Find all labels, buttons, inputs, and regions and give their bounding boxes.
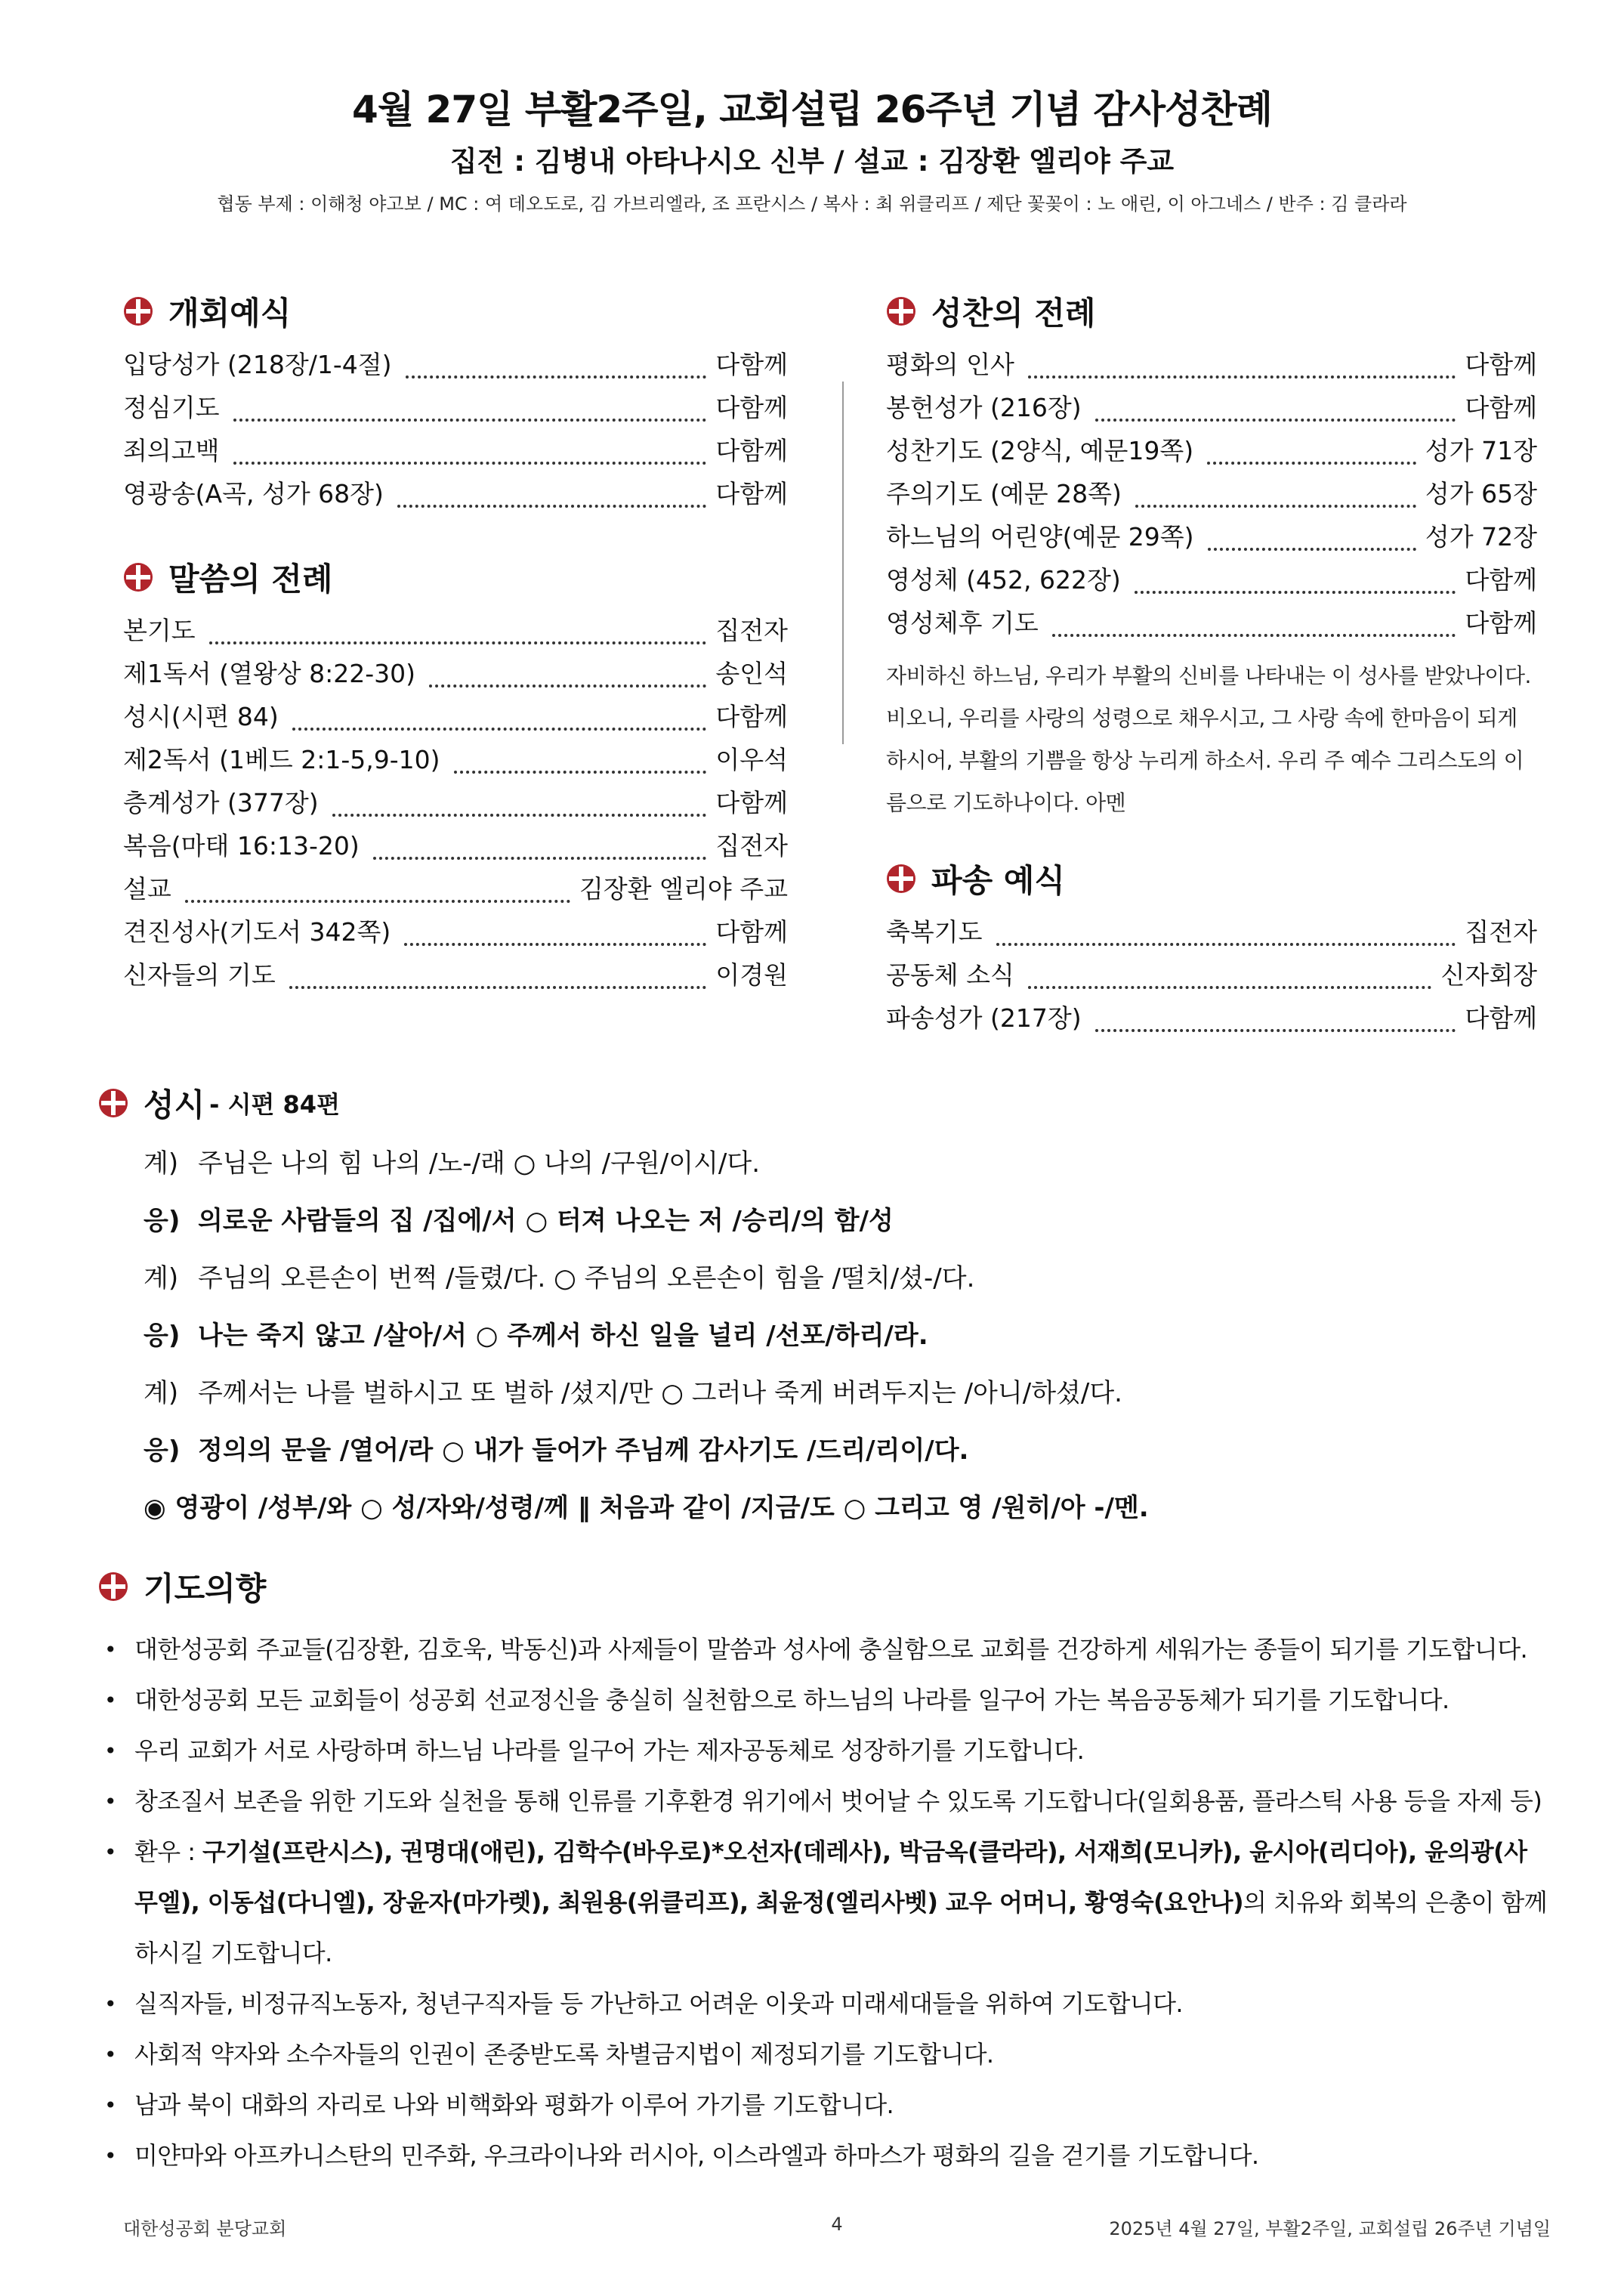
verse-lead: 계) — [144, 1378, 179, 1408]
dot-leader — [1052, 634, 1456, 637]
section-title: 성찬의 전례 — [931, 295, 1096, 332]
psalm-verse — [98, 1307, 1533, 1364]
list-item: • 대한성공회 주교들(김장환, 김호욱, 박동신)과 사제들이 말씀과 성사에 충실함으로 교회를 건강하게 세워가는 종들이 되기를 기도합니다. — [104, 1624, 1548, 1675]
item-name: 축복기도 — [886, 917, 983, 947]
dot-leader — [233, 419, 707, 422]
cross-icon — [98, 1571, 128, 1602]
page-subtitle: 집전 : 김병내 아타나시오 신부 / 설교 : 김장환 엘리야 주교 — [449, 145, 1175, 178]
list-item: • 대한성공회 모든 교회들이 성공회 선교정신을 충실히 실천함으로 하느님의 나라를 일구어 가는 복음공동체가 되기를 기도합니다. — [104, 1675, 1548, 1726]
list-item — [123, 695, 788, 738]
list-item — [123, 343, 788, 386]
item-performer: 다함께 — [715, 479, 788, 508]
item-name: 하느님의 어린양(예문 29쪽) — [886, 522, 1194, 552]
dot-leader — [996, 943, 1456, 946]
list-item — [123, 609, 788, 652]
item-name: 본기도 — [123, 616, 196, 645]
item-performer: 성가 71장 — [1425, 436, 1537, 465]
dot-leader — [233, 462, 707, 465]
section-title: 성시 — [144, 1086, 205, 1123]
section-dismissal-heading — [886, 847, 1537, 910]
list-item — [886, 997, 1537, 1040]
dot-leader — [209, 641, 707, 644]
item-performer: 다함께 — [715, 393, 788, 422]
item-performer: 이경원 — [715, 960, 788, 990]
list-item — [123, 910, 788, 953]
page-number: 4 — [831, 2214, 843, 2235]
item-name: 제1독서 (열왕상 8:22-30) — [123, 659, 415, 688]
item-name: 죄의고백 — [123, 436, 220, 465]
cross-icon — [886, 296, 916, 326]
verse-lead: 계) — [144, 1263, 179, 1293]
right-column — [886, 280, 1537, 1040]
word-list — [123, 609, 788, 997]
list-item — [886, 472, 1537, 515]
psalm-section — [98, 1071, 1533, 1537]
post-communion-prayer: 자비하신 하느님, 우리가 부활의 신비를 나타내는 이 성사를 받았나이다. 비오니, 우리를 사랑의 성령으로 채우시고, 그 사랑 속에 한마음이 되게 하시어, 부활의 기쁨을 항상 누리게 하소서. 우리 주 예수 그리스도의 이름으로 기도하나이다. 아멘 — [886, 663, 1531, 815]
item-performer: 다함께 — [1465, 608, 1537, 638]
list-item — [886, 343, 1537, 386]
list-item: • 우리 교회가 서로 사랑하며 하느님 나라를 일구어 가는 제자공동체로 성장하기를 기도합니다. — [104, 1726, 1548, 1776]
verse-lead: 응) — [144, 1435, 181, 1466]
dot-leader — [397, 505, 706, 508]
item-name: 복음(마태 16:13-20) — [123, 831, 360, 861]
verse-text: 주께서는 나를 벌하시고 또 벌하 /셨지/만 ○ 그러나 죽게 버려두지는 /아니/하셨/다. — [198, 1378, 1122, 1408]
section-intentions-heading — [98, 1555, 1548, 1618]
intentions-section — [98, 1555, 1548, 2181]
item-performer: 다함께 — [715, 702, 788, 731]
item-performer: 성가 72장 — [1425, 522, 1537, 552]
verse-text: 주님의 오른손이 번쩍 /들렸/다. ○ 주님의 오른손이 힘을 /떨치/셨-/다. — [198, 1263, 975, 1293]
dismissal-list — [886, 910, 1537, 1040]
item-name: 평화의 인사 — [886, 350, 1014, 379]
dot-leader — [185, 900, 570, 903]
intentions-list — [98, 1624, 1548, 2181]
list-item — [123, 953, 788, 997]
list-item: • 실직자들, 비정규직노동자, 청년구직자들 등 가난하고 어려운 이웃과 미래세대들을 위하여 기도합니다. — [104, 1979, 1548, 2029]
list-item — [886, 429, 1537, 472]
item-name: 신자들의 기도 — [123, 960, 276, 990]
list-item — [123, 781, 788, 824]
item-name: 공동체 소식 — [886, 960, 1014, 990]
item-performer: 집전자 — [1465, 917, 1537, 947]
page-title: 4월 27일 부활2주일, 교회설립 26주년 기념 감사성찬례 — [352, 88, 1272, 131]
item-performer: 성가 65장 — [1425, 479, 1537, 508]
item-name: 영성체 (452, 622장) — [886, 565, 1121, 595]
list-item — [123, 738, 788, 781]
dot-leader — [1095, 1029, 1456, 1032]
item-performer: 신자회장 — [1440, 960, 1537, 990]
list-item: • 창조질서 보존을 위한 기도와 실천을 통해 인류를 기후환경 위기에서 벗어날 수 있도록 기도합니다(일회용품, 플라스틱 사용 등을 자제 등) — [104, 1776, 1548, 1827]
item-name: 설교 — [123, 874, 171, 904]
dot-leader — [1207, 462, 1416, 465]
item-name: 봉헌성가 (216장) — [886, 393, 1082, 422]
list-item-sick — [104, 1827, 1548, 1979]
footer-date: 2025년 4월 27일, 부활2주일, 교회설립 26주년 기념일 — [1109, 2218, 1551, 2239]
psalm-verse — [98, 1192, 1533, 1250]
item-name: 성시(시편 84) — [123, 702, 279, 731]
item-name: 정심기도 — [123, 393, 220, 422]
dot-leader — [292, 728, 707, 731]
cross-icon — [886, 864, 916, 894]
dot-leader — [1095, 419, 1456, 422]
eucharist-list — [886, 343, 1537, 644]
section-title: 개회예식 — [168, 295, 292, 332]
list-item — [886, 953, 1537, 997]
section-title: 말씀의 전례 — [168, 561, 333, 598]
item-name: 파송성가 (217장) — [886, 1003, 1082, 1033]
list-item — [886, 910, 1537, 953]
list-item — [886, 515, 1537, 558]
column-divider — [842, 382, 844, 744]
item-performer: 집전자 — [715, 616, 788, 645]
opening-list — [123, 343, 788, 515]
page-footer — [123, 2214, 1551, 2240]
list-item — [123, 867, 788, 910]
item-performer: 다함께 — [715, 436, 788, 465]
list-item — [886, 601, 1537, 644]
psalm-verse — [98, 1364, 1533, 1422]
section-opening-heading — [123, 280, 788, 343]
item-name: 층계성가 (377장) — [123, 788, 319, 817]
item-performer: 다함께 — [715, 917, 788, 947]
item-performer: 다함께 — [1465, 350, 1537, 379]
verse-text: 의로운 사람들의 집 /집에/서 ○ 터져 나오는 저 /승리/의 함/성 — [198, 1206, 894, 1236]
cross-icon — [123, 296, 153, 326]
psalm-verse — [98, 1422, 1533, 1479]
item-name: 견진성사(기도서 342쪽) — [123, 917, 391, 947]
left-column — [123, 280, 788, 997]
dot-leader — [1028, 375, 1456, 379]
staff-line: 협동 부제 : 이해청 야고보 / MC : 여 데오도로, 김 가브리엘라, 조 프란시스 / 복사 : 최 위클리프 / 제단 꽃꽂이 : 노 애린, 이 아그네스 / 반주 : 김 클라라 — [217, 193, 1407, 215]
list-item — [123, 472, 788, 515]
dot-leader — [429, 685, 706, 688]
cross-icon — [123, 562, 153, 592]
item-performer: 다함께 — [1465, 393, 1537, 422]
dot-leader — [1208, 548, 1416, 551]
dot-leader — [406, 375, 707, 379]
sick-names: 구기설(프란시스), 권명대(애린), 김학수(바우로)*오선자(데레사), 박금옥(클라라), 서재희(모니카), 윤시아(리디아), 윤의광(사무엘), 이동섭(다니엘), 장윤자(마가렛), 최원용(위클리프), 최윤정(엘리사벳) 교우 어머니, 황영숙(요안나) — [134, 1837, 1527, 1917]
item-name: 영광송(A곡, 성가 68장) — [123, 479, 384, 508]
dot-leader — [1135, 591, 1456, 594]
list-item — [123, 429, 788, 472]
item-performer: 다함께 — [1465, 1003, 1537, 1033]
dot-leader — [373, 857, 707, 860]
section-title: 기도의향 — [144, 1570, 267, 1607]
verse-lead: 계) — [144, 1148, 179, 1179]
verse-lead: 응) — [144, 1206, 181, 1236]
cross-icon — [98, 1088, 128, 1118]
footer-church: 대한성공회 분당교회 — [123, 2218, 287, 2239]
item-performer: 김장환 엘리야 주교 — [579, 874, 788, 904]
sick-prefix: 환우 : — [134, 1837, 202, 1866]
list-item: • 미얀마와 아프카니스탄의 민주화, 우크라이나와 러시아, 이스라엘과 하마스가 평화의 길을 걷기를 기도합니다. — [104, 2131, 1548, 2181]
list-item: • 남과 북이 대화의 자리로 나와 비핵화와 평화가 이루어 가기를 기도합니다. — [104, 2080, 1548, 2131]
verse-lead: 응) — [144, 1321, 181, 1351]
item-performer: 다함께 — [715, 788, 788, 817]
dot-leader — [332, 814, 707, 817]
list-item: • 사회적 약자와 소수자들의 인권이 존중받도록 차별금지법이 제정되기를 기도합니다. — [104, 2029, 1548, 2080]
dot-leader — [1135, 505, 1416, 508]
section-title: 파송 예식 — [931, 862, 1065, 899]
list-item — [886, 386, 1537, 429]
item-performer: 송인석 — [715, 659, 788, 688]
item-name: 입당성가 (218장/1-4절) — [123, 350, 392, 379]
list-item — [123, 824, 788, 867]
item-performer: 집전자 — [715, 831, 788, 861]
section-subtitle: - 시편 84편 — [209, 1090, 340, 1119]
section-word-heading — [123, 545, 788, 609]
dot-leader — [1028, 986, 1432, 989]
list-item — [886, 558, 1537, 601]
item-name: 제2독서 (1베드 2:1-5,9-10) — [123, 745, 440, 774]
page-header — [0, 83, 1624, 219]
item-name: 성찬기도 (2양식, 예문19쪽) — [886, 436, 1194, 465]
section-eucharist-heading — [886, 280, 1537, 343]
psalm-verse — [98, 1135, 1533, 1192]
verse-text: 정의의 문을 /열어/라 ○ 내가 들어가 주님께 감사기도 /드리/리이/다. — [198, 1435, 969, 1466]
dot-leader — [289, 986, 707, 989]
item-performer: 다함께 — [1465, 565, 1537, 595]
section-psalm-heading — [98, 1071, 1533, 1135]
item-name: 주의기도 (예문 28쪽) — [886, 479, 1122, 508]
psalm-gloria: ◉ 영광이 /성부/와 ○ 성/자와/성령/께 ‖ 처음과 같이 /지금/도 ○ 그리고 영 /원히/아 -/멘. — [144, 1493, 1149, 1523]
dot-leader — [404, 943, 706, 946]
item-performer: 이우석 — [715, 745, 788, 774]
item-name: 영성체후 기도 — [886, 608, 1039, 638]
verse-text: 주님은 나의 힘 나의 /노-/래 ○ 나의 /구원/이시/다. — [198, 1148, 761, 1179]
verse-text: 나는 죽지 않고 /살아/서 ○ 주께서 하신 일을 널리 /선포/하리/라. — [198, 1321, 928, 1351]
list-item — [123, 386, 788, 429]
sick-suffix: 의 치유와 회복의 은총이 함께 하시길 기도합니다. — [134, 1888, 1548, 1967]
list-item — [123, 652, 788, 695]
dot-leader — [454, 771, 707, 774]
item-performer: 다함께 — [715, 350, 788, 379]
psalm-verse — [98, 1250, 1533, 1307]
